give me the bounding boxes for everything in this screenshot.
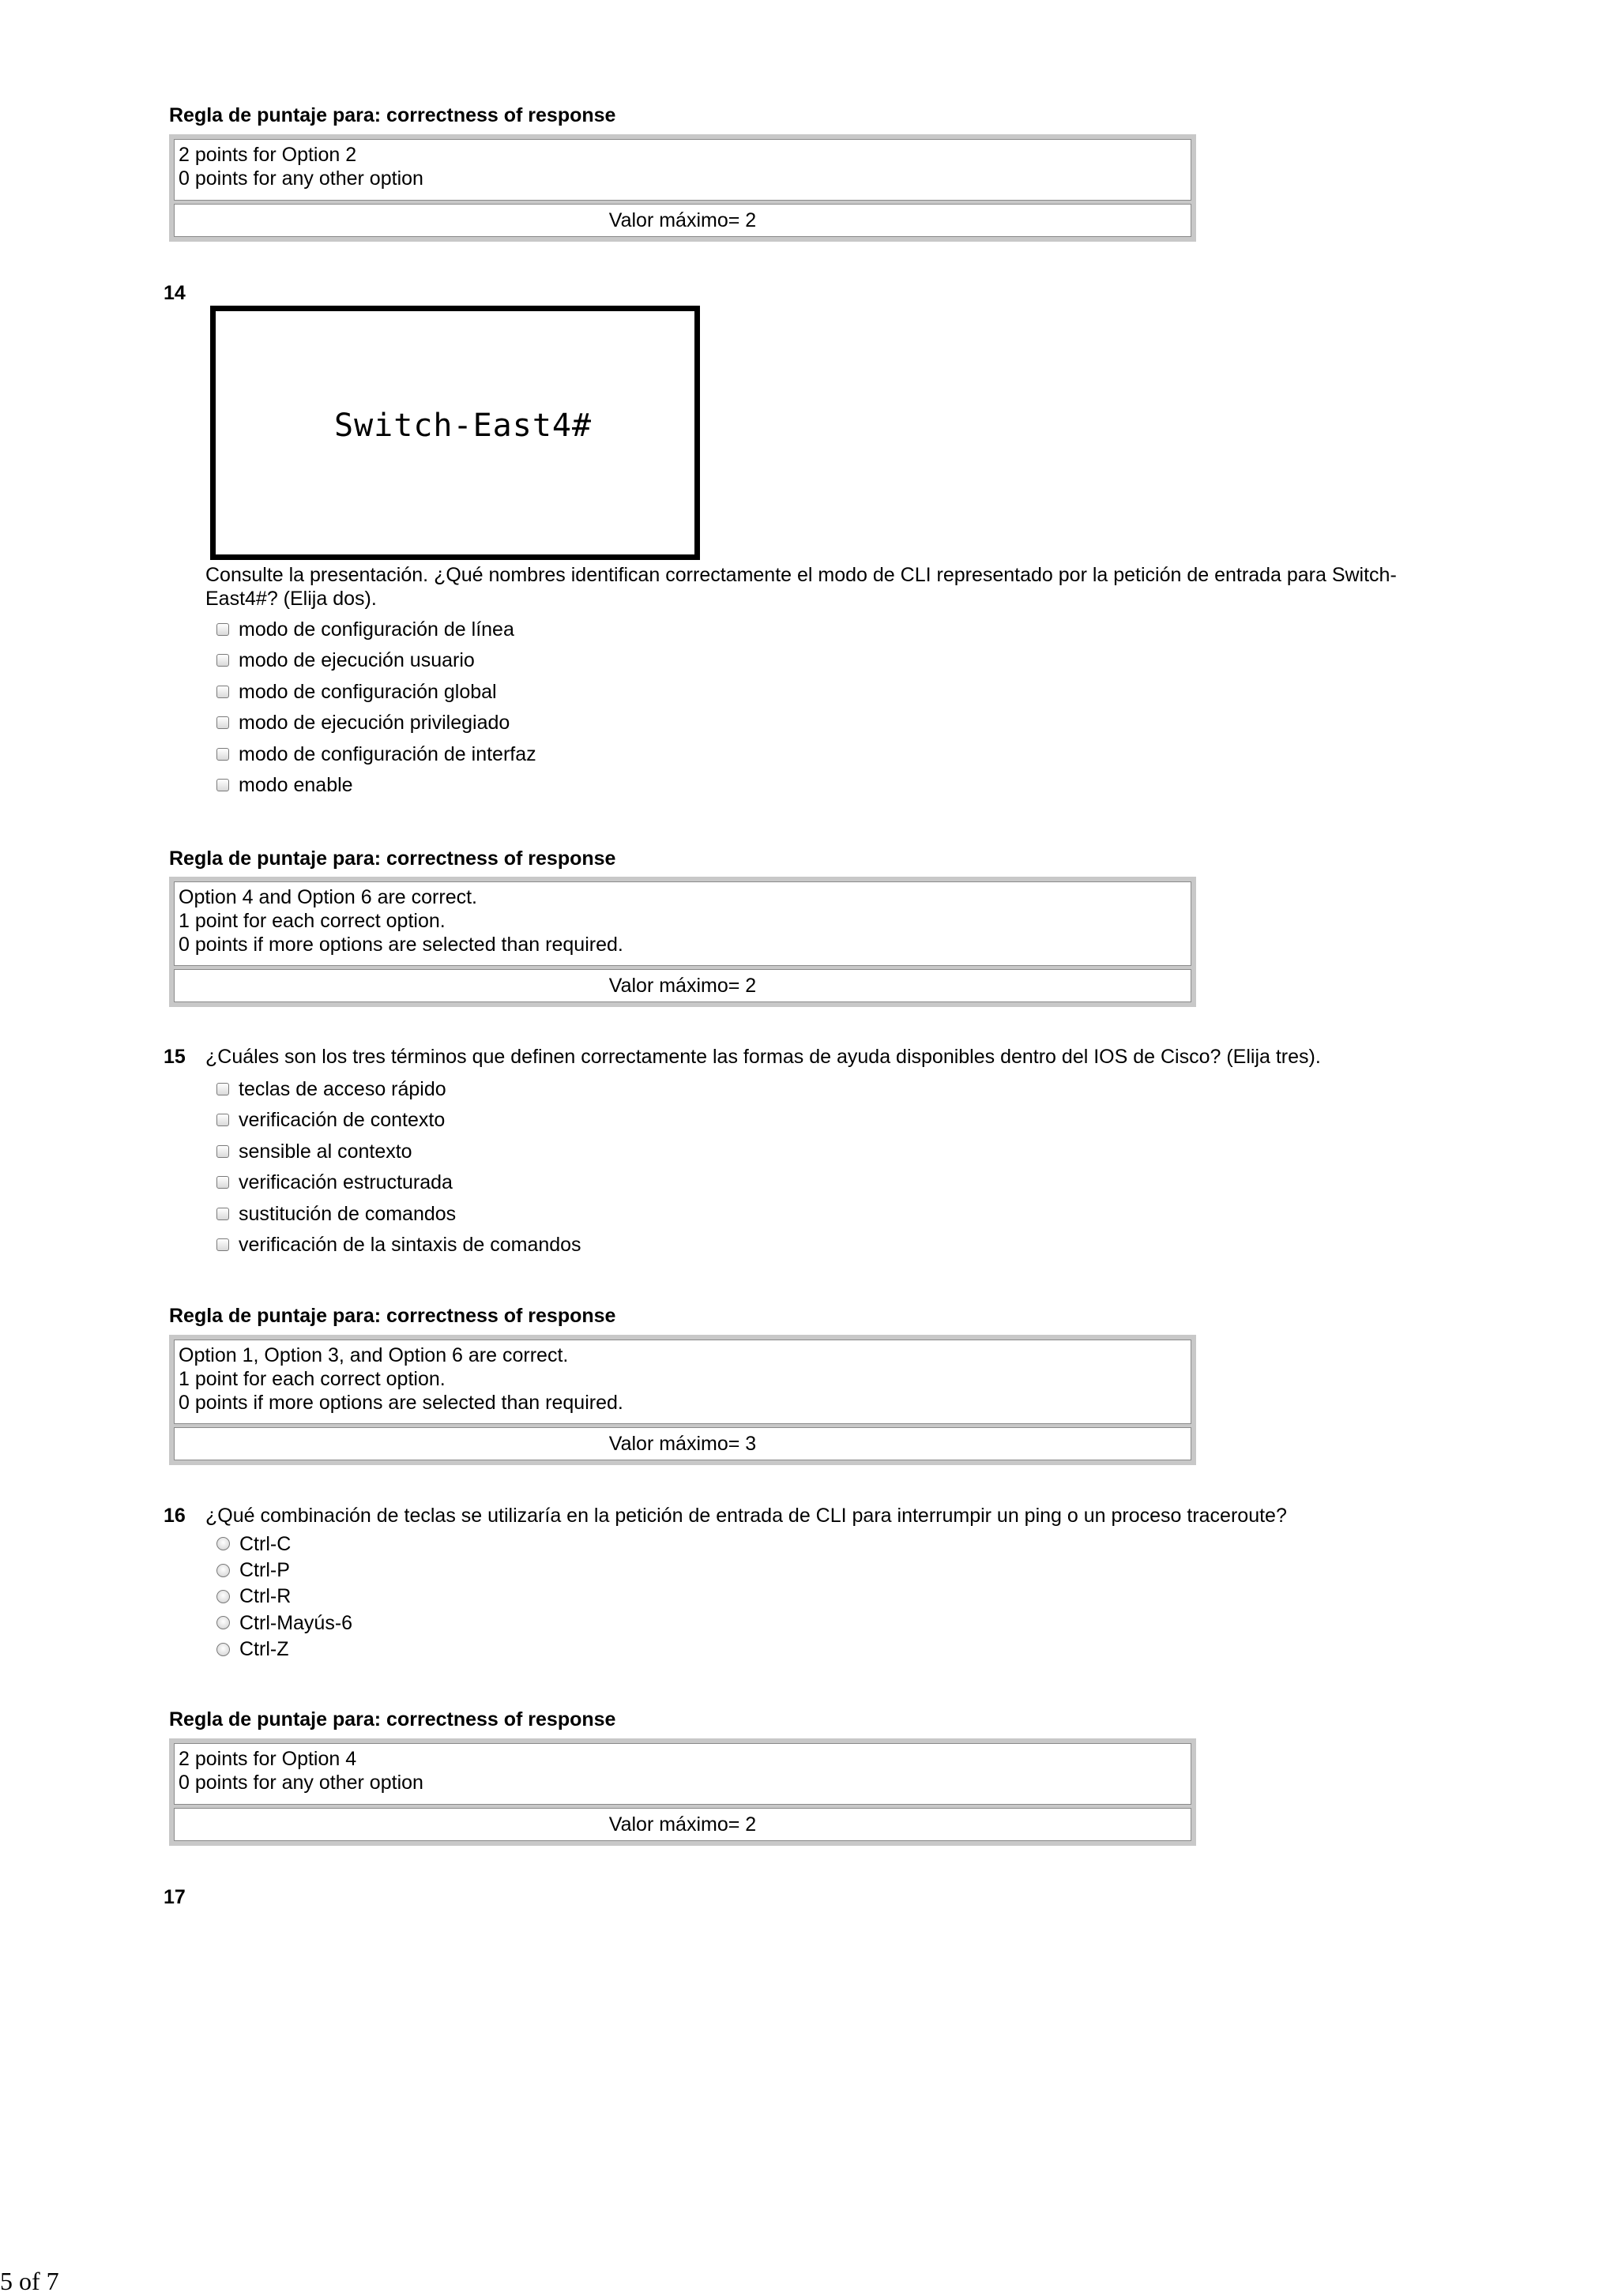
scoring-rule-heading: Regla de puntaje para: correctness of response [169,104,616,126]
option-item[interactable] [216,1105,581,1137]
option-item[interactable] [216,1637,352,1663]
scoring-rule-text [174,139,1191,201]
checkbox-icon[interactable] [216,1114,229,1126]
radio-icon[interactable] [216,1564,230,1577]
option-item[interactable] [216,770,536,802]
option-item[interactable] [216,645,536,677]
option-item[interactable] [216,1610,352,1636]
option-label: sustitución de comandos [239,1202,457,1225]
option-list [216,1531,352,1663]
option-item[interactable] [216,708,536,739]
question-text [205,563,1438,611]
scoring-rule-text [174,1340,1191,1424]
question-number: 15 [164,1046,186,1068]
scoring-rule-line: 1 point for each correct option. [179,910,446,932]
option-label: modo de configuración de línea [239,618,514,641]
exhibit-image [210,306,700,560]
checkbox-icon[interactable] [216,1238,229,1251]
checkbox-icon[interactable] [216,1145,229,1158]
checkbox-icon[interactable] [216,654,229,667]
checkbox-icon[interactable] [216,1176,229,1189]
option-label: modo de ejecución privilegiado [239,712,510,735]
max-score: Valor máximo= 3 [174,1427,1191,1460]
scoring-rule-line: Option 1, Option 3, and Option 6 are correct. [179,1344,569,1366]
option-item[interactable] [216,676,536,708]
scoring-rule-line: 2 points for Option 2 [179,144,357,166]
page-counter: 5 of 7 [0,2267,59,2295]
max-score: Valor máximo= 2 [174,204,1191,237]
option-item[interactable] [216,614,536,645]
option-label: Ctrl-R [239,1585,292,1608]
radio-icon[interactable] [216,1643,230,1656]
checkbox-icon[interactable] [216,716,229,729]
option-item[interactable] [216,1136,581,1167]
option-list [216,614,536,801]
option-label: Ctrl-C [239,1532,292,1555]
option-label: Ctrl-Z [239,1638,289,1661]
option-item[interactable] [216,1230,581,1261]
scoring-rule-text [174,881,1191,966]
option-label: Ctrl-P [239,1559,290,1582]
checkbox-icon[interactable] [216,686,229,698]
radio-icon[interactable] [216,1537,230,1550]
option-item[interactable] [216,1073,581,1105]
scoring-rule-line: 1 point for each correct option. [179,1368,446,1390]
checkbox-icon[interactable] [216,623,229,636]
checkbox-icon[interactable] [216,779,229,791]
cli-prompt-text: Switch-East4# [334,408,593,444]
scoring-rule-heading: Regla de puntaje para: correctness of response [169,847,616,870]
option-item[interactable] [216,1584,352,1610]
scoring-rule-box [169,1738,1196,1846]
option-label: verificación de la sintaxis de comandos [239,1234,581,1257]
option-label: modo de configuración global [239,680,497,703]
question-text: ¿Qué combinación de teclas se utilizaría en la petición de entrada de CLI para interrumpir un ping o un proceso traceroute? [205,1505,1287,1527]
question-text-line: Consulte la presentación. ¿Qué nombres identifican correctamente el modo de CLI representado por la petición de entrada para Switch- [205,564,1397,586]
question-number: 17 [164,1886,186,1908]
scoring-rule-line: Option 4 and Option 6 are correct. [179,886,477,908]
scoring-rule-box [169,134,1196,242]
scoring-rule-line: 0 points for any other option [179,167,423,190]
option-item[interactable] [216,1531,352,1557]
scoring-rule-box [169,1335,1196,1465]
option-label: verificación de contexto [239,1109,446,1132]
checkbox-icon[interactable] [216,748,229,761]
scoring-rule-text [174,1743,1191,1805]
option-item[interactable] [216,1167,581,1199]
scoring-rule-box [169,877,1196,1007]
scoring-rule-line: 0 points for any other option [179,1772,423,1794]
option-label: modo enable [239,774,353,797]
scoring-rule-line: 0 points if more options are selected than required. [179,1392,623,1414]
option-item[interactable] [216,1557,352,1583]
scoring-rule-line: 2 points for Option 4 [179,1748,357,1770]
question-text: ¿Cuáles son los tres términos que definen correctamente las formas de ayuda disponibles dentro del IOS de Cisco? (Elija tres). [205,1046,1321,1068]
checkbox-icon[interactable] [216,1083,229,1095]
max-score: Valor máximo= 2 [174,1808,1191,1841]
radio-icon[interactable] [216,1616,230,1629]
option-label: verificación estructurada [239,1171,453,1194]
question-text-line: East4#? (Elija dos). [205,588,377,610]
radio-icon[interactable] [216,1590,230,1603]
max-score: Valor máximo= 2 [174,969,1191,1002]
question-number: 14 [164,282,186,304]
scoring-rule-heading: Regla de puntaje para: correctness of response [169,1305,616,1327]
checkbox-icon[interactable] [216,1208,229,1220]
option-label: Ctrl-Mayús-6 [239,1611,353,1634]
option-label: modo de configuración de interfaz [239,742,536,765]
option-item[interactable] [216,738,536,770]
scoring-rule-heading: Regla de puntaje para: correctness of response [169,1708,616,1730]
question-number: 16 [164,1505,186,1527]
option-label: sensible al contexto [239,1140,412,1163]
option-list [216,1073,581,1261]
option-label: teclas de acceso rápido [239,1077,446,1100]
scoring-rule-line: 0 points if more options are selected than required. [179,934,623,956]
option-item[interactable] [216,1198,581,1230]
option-label: modo de ejecución usuario [239,649,475,672]
